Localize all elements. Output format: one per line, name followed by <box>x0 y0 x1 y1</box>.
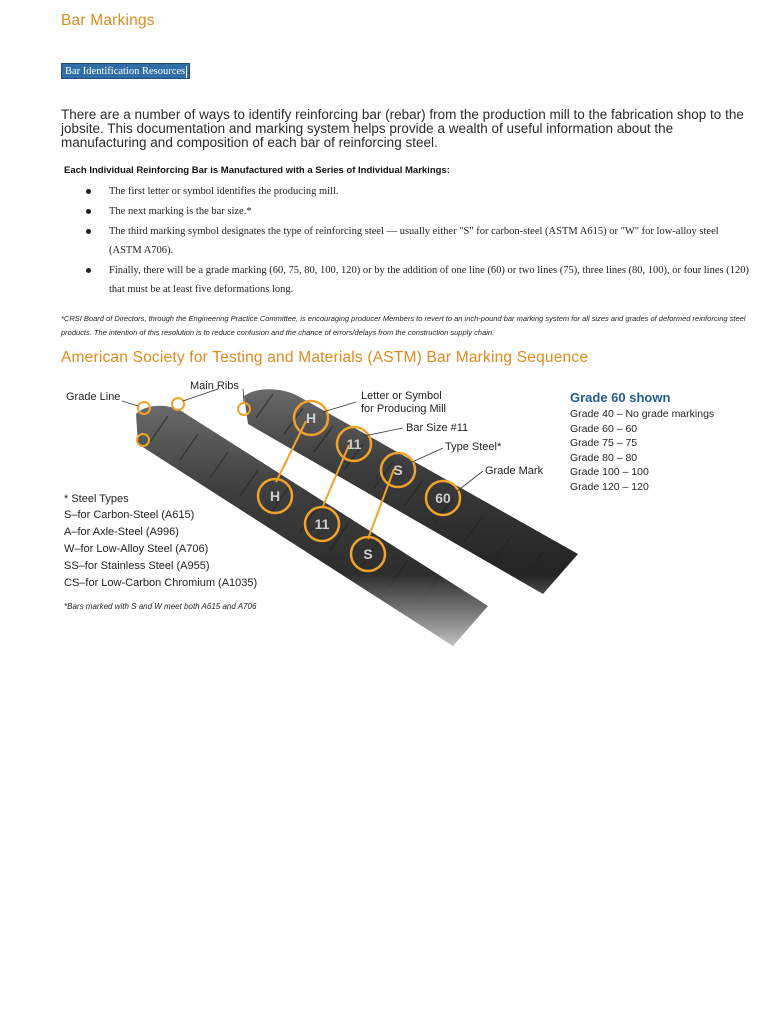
grade-item: Grade 40 – No grade markings <box>570 408 715 420</box>
steel-types-heading: * Steel Types <box>64 493 129 505</box>
steel-type-item: S–for Carbon-Steel (A615) <box>64 509 195 521</box>
steel-type-item: A–for Axle-Steel (A996) <box>64 526 179 538</box>
mill-mark-lower: H <box>269 488 281 504</box>
markings-list <box>82 182 752 300</box>
page-title: Bar Markings <box>61 12 155 29</box>
list-item: Finally, there will be a grade marking (60, 75, 80, 100, 120) or by the addition of one line (60) or two lines (75), three lines (80, 100), or four lines (120) that must be at least five deformations long. <box>82 261 752 299</box>
grade-mark: 60 <box>435 490 451 506</box>
bar-identification-resources-button[interactable] <box>61 63 190 79</box>
type-mark: S <box>393 462 403 478</box>
list-heading: Each Individual Reinforcing Bar is Manufactured with a Series of Individual Markings: <box>64 165 450 176</box>
section-title: American Society for Testing and Materials (ASTM) Bar Marking Sequence <box>61 349 589 366</box>
list-item: The third marking symbol designates the type of reinforcing steel — usually either "S" for carbon-steel (ASTM A615) or "W" for low-alloy steel (ASTM A706). <box>82 222 752 260</box>
grade-heading: Grade 60 shown <box>570 390 671 405</box>
intro-paragraph: There are a number of ways to identify reinforcing bar (rebar) from the production mill to the fabrication shop to the jobsite. This documentation and marking system helps provide a wealth of useful information about the manufacturing and composition of each bar of reinforcing steel. <box>61 107 744 150</box>
size-mark-lower: 11 <box>314 516 330 532</box>
bar-marking-figure <box>58 374 768 674</box>
type-steel-label: Type Steel* <box>445 441 502 453</box>
main-ribs-label: Main Ribs <box>190 380 239 392</box>
grade-item: Grade 120 – 120 <box>570 481 649 493</box>
resource-button-label: Bar Identification Resources <box>65 66 186 77</box>
grade-line-label: Grade Line <box>66 391 121 403</box>
main-rib-marker <box>172 398 184 410</box>
footnote: *CRSI Board of Directors, through the Engineering Practice Committee, is encouraging producer Members to revert to an inch-pound bar marking system for all sizes and grades of deformed reinforcing steel products. The intention of this resolution is to reduce confusion and the chance of errors/delays from the construction supply chain. <box>61 314 746 337</box>
grade-item: Grade 75 – 75 <box>570 437 638 449</box>
letter-symbol-label-1: Letter or Symbol <box>361 390 442 402</box>
size-mark: 11 <box>346 436 362 452</box>
grade-mark-label: Grade Mark <box>485 465 544 477</box>
steel-types-note: *Bars marked with S and W meet both A615 and A706 <box>64 602 257 611</box>
letter-symbol-label-2: for Producing Mill <box>361 403 446 415</box>
rebar-illustration <box>58 374 768 674</box>
grade-item: Grade 80 – 80 <box>570 452 638 464</box>
text-cursor <box>186 66 187 78</box>
mill-mark: H <box>305 410 317 426</box>
steel-type-item: CS–for Low-Carbon Chromium (A1035) <box>64 577 258 589</box>
grade-item: Grade 60 – 60 <box>570 423 638 435</box>
steel-type-item: W–for Low-Alloy Steel (A706) <box>64 543 209 555</box>
list-item: The next marking is the bar size.* <box>82 202 752 221</box>
type-mark-lower: S <box>363 546 373 562</box>
steel-type-item: SS–for Stainless Steel (A955) <box>64 560 210 572</box>
grade-item: Grade 100 – 100 <box>570 466 649 478</box>
bar-size-label: Bar Size #11 <box>406 422 469 434</box>
list-item: The first letter or symbol identifies the producing mill. <box>82 182 752 201</box>
grade-legend <box>570 390 714 493</box>
